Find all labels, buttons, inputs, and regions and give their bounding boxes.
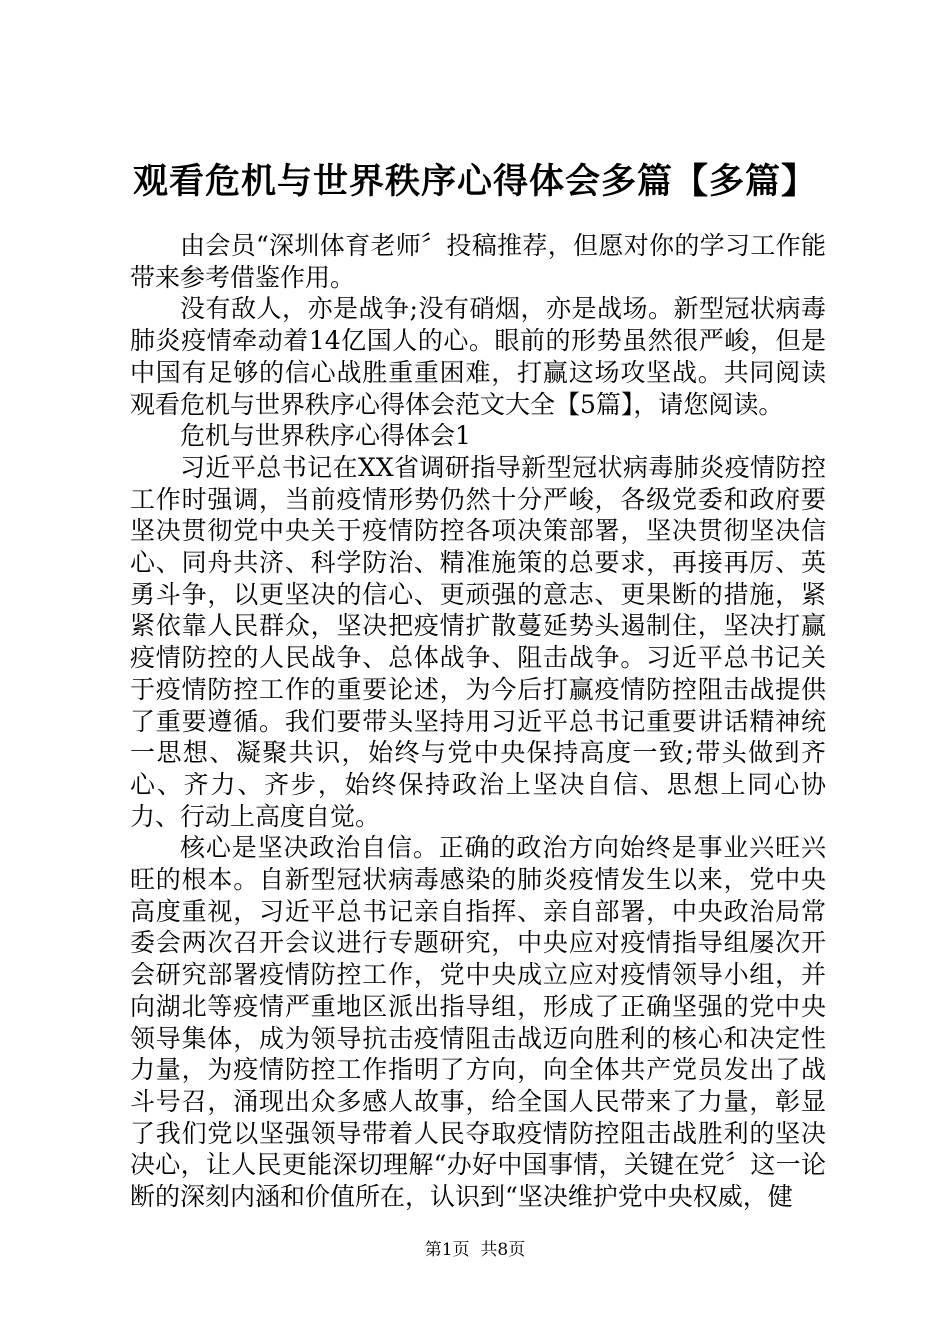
paragraph-lead: 没有敌人，亦是战争;没有硝烟，亦是战场。新型冠状病毒肺炎疫情牵动着14亿国人的心。眼前的形势虽然很严峻，但是中国有足够的信心战胜重重困难，打赢这场攻坚战。共同阅读观看危机与世界秩序心得体会范文大全【5篇】，请您阅读。 (130, 294, 826, 419)
paragraph-intro: 由会员“深圳体育老师〞投稿推荐，但愿对你的学习工作能带来参考借鉴作用。 (130, 231, 826, 292)
paragraph-body: 核心是坚决政治自信。正确的政治方向始终是事业兴旺兴旺的根本。自新型冠状病毒感染的肺炎疫情发生以来，党中央高度重视，习近平总书记亲自指挥、亲自部署，中央政治局常委会两次召开会议进行专题研究，中央应对疫情指导组屡次开会研究部署疫情防控工作，党中央成立应对疫情领导小组，并向湖北等疫情严重地区派出指导组，形成了正确坚强的党中央领导集体，成为领导抗击疫情阻击战迈向胜利的核心和决定性力量，为疫情防控工作指明了方向，向全体共产党员发出了战斗号召，涌现出众多感人故事，给全国人民带来了力量，彰显了我们党以坚强领导带着人民夺取疫情防控阻击战胜利的坚决决心，让人民更能深切理解“办好中国事情，关键在党〞这一论断的深刻内涵和价值所在，认识到“坚决维护党中央权威，健 (130, 833, 826, 1212)
paragraph-body: 习近平总书记在XX省调研指导新型冠状病毒肺炎疫情防控工作时强调，当前疫情形势仍然十分严峻，各级党委和政府要坚决贯彻党中央关于疫情防控各项决策部署，坚决贯彻坚决信心、同舟共济、科学防治、精准施策的总要求，再接再厉、英勇斗争，以更坚决的信心、更顽强的意志、更果断的措施，紧紧依靠人民群众，坚决把疫情扩散蔓延势头遏制住，坚决打赢疫情防控的人民战争、总体战争、阻击战争。习近平总书记关于疫情防控工作的重要论述，为今后打赢疫情防控阻击战提供了重要遵循。我们要带头坚持用习近平总书记重要讲话精神统一思想、凝聚共识，始终与党中央保持高度一致;带头做到齐心、齐力、齐步，始终保持政治上坚决自信、思想上同心协力、行动上高度自觉。 (130, 452, 826, 831)
page-footer: 第1页 共8页 (424, 1240, 526, 1260)
document-body (130, 230, 826, 1213)
section-heading: 危机与世界秩序心得体会1 (180, 421, 471, 451)
document-title: 观看危机与世界秩序心得体会多篇【多篇】 (132, 161, 817, 202)
